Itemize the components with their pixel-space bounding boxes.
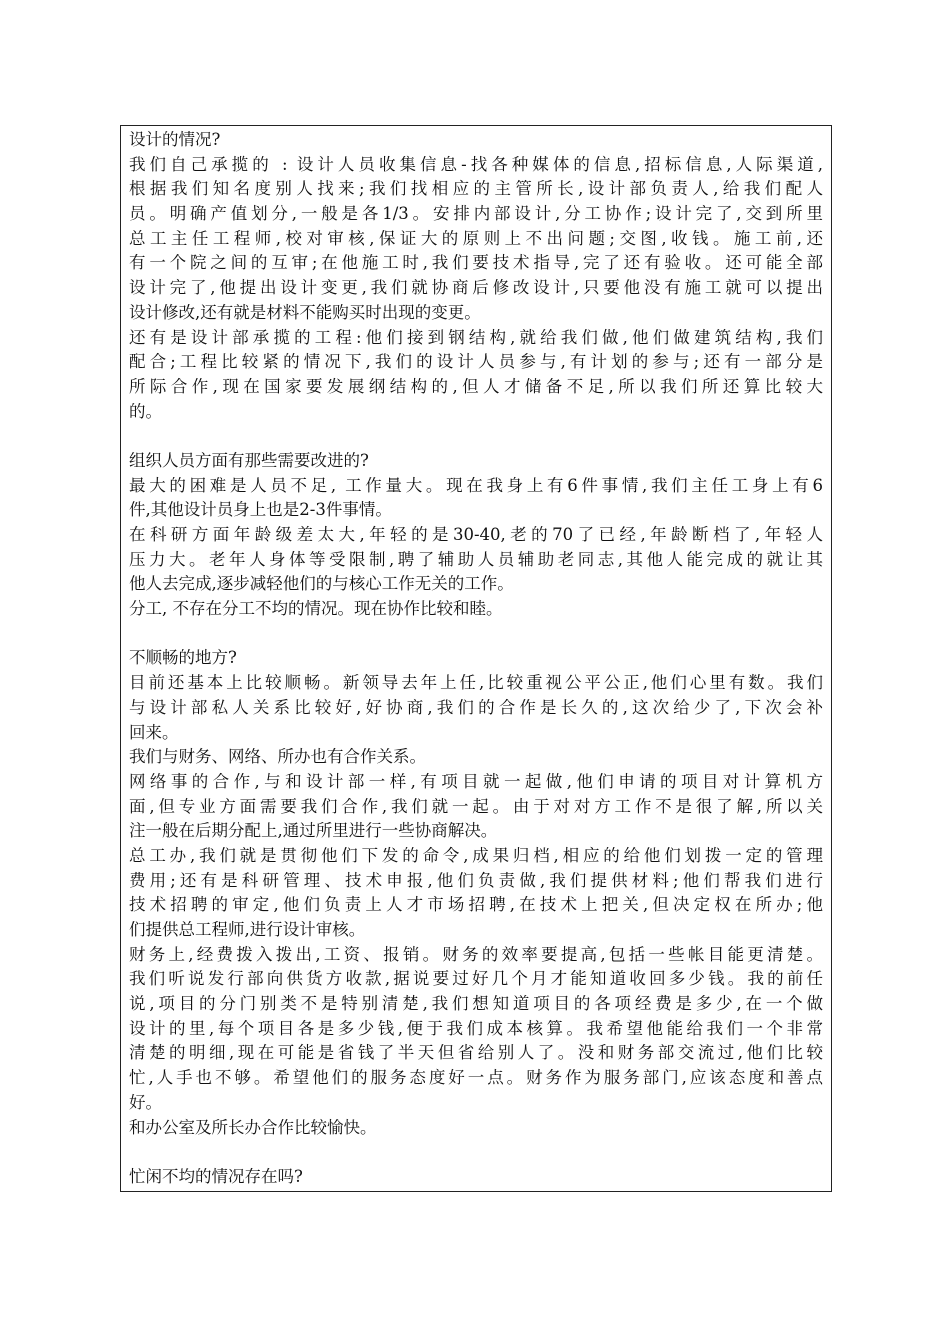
text-line: 分工, 不存在分工不均的情况。现在协作比较和睦。 [129, 599, 503, 619]
text-line: 面,但专业方面需要我们合作,我们就一起。由于对对方工作不是很了解,所以关 [129, 796, 823, 816]
text-line: 清楚的明细,现在可能是省钱了半天但省给别人了。没和财务部交流过,他们比较 [129, 1043, 823, 1063]
text-line: 总工办,我们就是贯彻他们下发的命令,成果归档,相应的给他们划拨一定的管理 [129, 845, 823, 865]
text-line: 压力大。老年人身体等受限制,聘了辅助人员辅助老同志,其他人能完成的就让其 [129, 549, 823, 569]
text-line: 回来。 [129, 722, 179, 742]
text-line: 件,其他设计员身上也是2-3件事情。 [129, 500, 392, 520]
text-line: 根据我们知名度别人找来;我们找相应的主管所长,设计部负责人,给我们配人 [129, 179, 823, 199]
text-line: 网络事的合作,与和设计部一样,有项目就一起做,他们申请的项目对计算机方 [129, 771, 823, 791]
text-line: 技术招聘的审定,他们负责上人才市场招聘,在技术上把关,但决定权在所办;他 [129, 895, 823, 915]
text-line: 他人去完成,逐步减轻他们的与核心工作无关的工作。 [129, 574, 514, 594]
text-line: 与设计部私人关系比较好,好协商,我们的合作是长久的,这次给少了,下次会补 [129, 697, 823, 717]
text-line: 设计的里,每个项目各是多少钱,便于我们成本核算。我希望他能给我们一个非常 [129, 1018, 823, 1038]
text-line: 目前还基本上比较顺畅。新领导去年上任,比较重视公平公正,他们心里有数。我们 [129, 673, 823, 693]
text-line: 和办公室及所长办合作比较愉快。 [129, 1117, 377, 1137]
text-line: 配合;工程比较紧的情况下,我们的设计人员参与,有计划的参与;还有一部分是 [129, 352, 823, 372]
heading-design-situation: 设计的情况? [129, 130, 221, 149]
text-line: 财务上,经费拨入拨出,工资、报销。财务的效率要提高,包括一些帐目能更清楚。 [129, 944, 823, 964]
heading-uneven-workload: 忙闲不均的情况存在吗? [129, 1166, 303, 1186]
blank-line [129, 1140, 823, 1165]
heading-organization-improvement: 组织人员方面有那些需要改进的? [129, 450, 369, 470]
text-line: 说,项目的分门别类不是特别清楚,我们想知道项目的各项经费是多少,在一个做 [129, 994, 823, 1014]
text-line: 我们听说发行部向供货方收款,据说要过好几个月才能知道收回多少钱。我的前任 [129, 969, 823, 989]
text-line: 忙,人手也不够。希望他们的服务态度好一点。财务作为服务部门,应该态度和善点 [129, 1068, 823, 1088]
text-line: 注一般在后期分配上,通过所里进行一些协商解决。 [129, 821, 498, 841]
text-line: 设计完了,他提出设计变更,我们就协商后修改设计,只要他没有施工就可以提出 [129, 278, 823, 298]
text-line: 我们与财务、网络、所办也有合作关系。 [129, 747, 426, 767]
text-line: 员。明确产值划分,一般是各1/3。安排内部设计,分工协作;设计完了,交到所里 [129, 204, 823, 224]
blank-line [129, 424, 823, 449]
text-line: 设计修改,还有就是材料不能购买时出现的变更。 [129, 302, 481, 322]
text-line: 还有是设计部承揽的工程:他们接到钢结构,就给我们做,他们做建筑结构,我们 [129, 327, 823, 347]
text-line: 所际合作,现在国家要发展纲结构的,但人才储备不足,所以我们所还算比较大 [129, 376, 823, 396]
text-line: 的。 [129, 401, 162, 421]
document-text-box [120, 125, 832, 1192]
text-line: 费用;还有是科研管理、技术申报,他们负责做,我们提供材料;他们帮我们进行 [129, 870, 823, 890]
text-line: 最大的困难是人员不足, 工作量大。现在我身上有6件事情,我们主任工身上有6 [129, 475, 823, 495]
text-line: 们提供总工程师,进行设计审核。 [129, 920, 366, 939]
text-line: 我们自己承揽的 : 设计人员收集信息-找各种媒体的信息,招标信息,人际渠道, [129, 154, 823, 174]
text-line: 在科研方面年龄级差太大,年轻的是30-40,老的70了已经,年龄断档了,年轻人 [129, 525, 823, 544]
text-line: 好。 [129, 1092, 162, 1112]
text-line: 总工主任工程师,校对审核,保证大的原则上不出问题;交图,收钱。施工前,还 [129, 228, 823, 248]
heading-not-smooth-areas: 不顺畅的地方? [129, 648, 237, 668]
text-line: 有一个院之间的互审;在他施工时,我们要技术指导,完了还有验收。还可能全部 [129, 253, 823, 273]
blank-line [129, 622, 823, 647]
